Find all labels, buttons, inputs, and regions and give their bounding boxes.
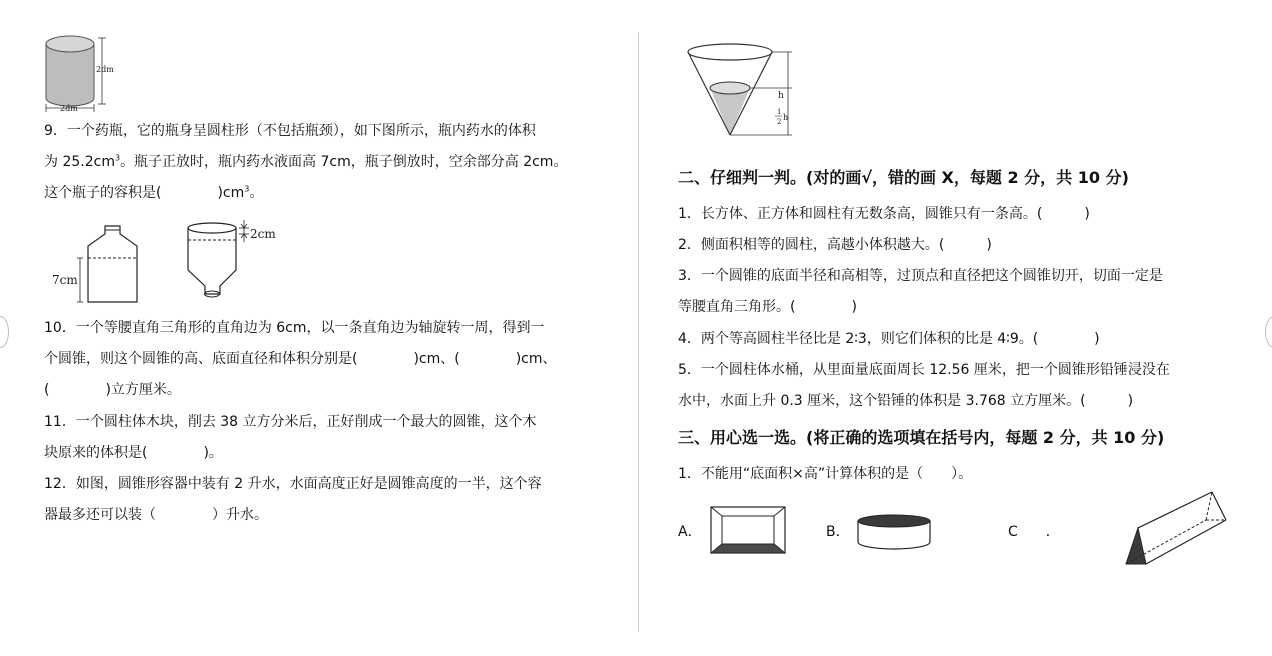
cone-half-denominator: 2 (777, 118, 782, 126)
cone-height-label: h (778, 91, 784, 101)
q10-line1: 10．一个等腰直角三角形的直角边为 6cm，以一条直角边为轴旋转一周，得到一 (44, 320, 545, 336)
bottle-figure (50, 218, 276, 304)
q10-line3: ( )立方厘米。 (44, 382, 181, 398)
q12-line2: 器最多还可以装（ ）升水。 (44, 507, 268, 523)
cylinder-diameter-label: 2dm (60, 104, 78, 113)
option-a-label: A． (678, 524, 702, 540)
q11-line1: 11．一个圆柱体木块，削去 38 立方分米后，正好削成一个最大的圆锥，这个木 (44, 414, 537, 430)
s2-item5-line1: 5．一个圆柱体水桶，从里面量底面周长 12.56 厘米，把一个圆锥形铅锤浸没在 (678, 362, 1170, 378)
s2-item2: 2．侧面积相等的圆柱，高越小体积越大。( ) (678, 237, 992, 253)
cone-half-h: h (783, 113, 789, 122)
q10-line2: 个圆锥，则这个圆锥的高、底面直径和体积分别是( )cm、( )cm、 (44, 351, 557, 367)
column-divider (638, 32, 639, 632)
cone-figure (686, 40, 806, 140)
q11-line2: 块原来的体积是( )。 (44, 445, 223, 461)
section2-title: 二、仔细判一判。(对的画√，错的画 X，每题 2 分，共 10 分) (678, 168, 1129, 187)
cylinder-height-label: 2dm (96, 65, 114, 74)
bottle-gap-label: 2cm (250, 227, 276, 241)
q12-line1: 12．如图，圆锥形容器中装有 2 升水，水面高度正好是圆锥高度的一半，这个容 (44, 476, 542, 492)
s2-item3-line1: 3．一个圆锥的底面半径和高相等，过顶点和直径把这个圆锥切开，切面一定是 (678, 268, 1163, 284)
s2-item5-line2: 水中，水面上升 0.3 厘米，这个铅锤的体积是 3.768 立方厘米。( ) (678, 393, 1134, 409)
section3-title: 三、用心选一选。(将正确的选项填在括号内，每题 2 分，共 10 分) (678, 428, 1165, 447)
option-c-label: C ． (1008, 524, 1060, 540)
option-b-cylinder-figure (856, 512, 932, 552)
right-edge-mark (1265, 316, 1272, 348)
q9-line1: 9．一个药瓶，它的瓶身呈圆柱形（不包括瓶颈），如下图所示，瓶内药水的体积 (44, 123, 536, 139)
q9-line3: 这个瓶子的容积是( )$cm^3$。 (44, 184, 264, 201)
cone-half-numerator: 1 (777, 108, 782, 116)
left-edge-mark (0, 316, 9, 348)
q9-line2: 为 $25.2cm^3$。瓶子正放时，瓶内药水液面高 7cm，瓶子倒放时，空余部分高 2cm。 (44, 153, 568, 170)
option-b-label: B． (826, 524, 850, 540)
bottle-height-label: 7cm (52, 273, 78, 287)
s2-item1: 1．长方体、正方体和圆柱有无数条高，圆锥只有一条高。( ) (678, 206, 1090, 222)
s2-item4: 4．两个等高圆柱半径比是 2∶3，则它们体积的比是 4∶9。( ) (678, 331, 1100, 347)
s2-item3-line2: 等腰直角三角形。( ) (678, 299, 857, 315)
option-c-prism-figure (1124, 490, 1234, 568)
cylinder-figure (44, 30, 124, 114)
s3-q1: 1．不能用“底面积×高”计算体积的是（ ）。 (678, 466, 973, 482)
option-a-cuboid-figure (710, 505, 788, 555)
